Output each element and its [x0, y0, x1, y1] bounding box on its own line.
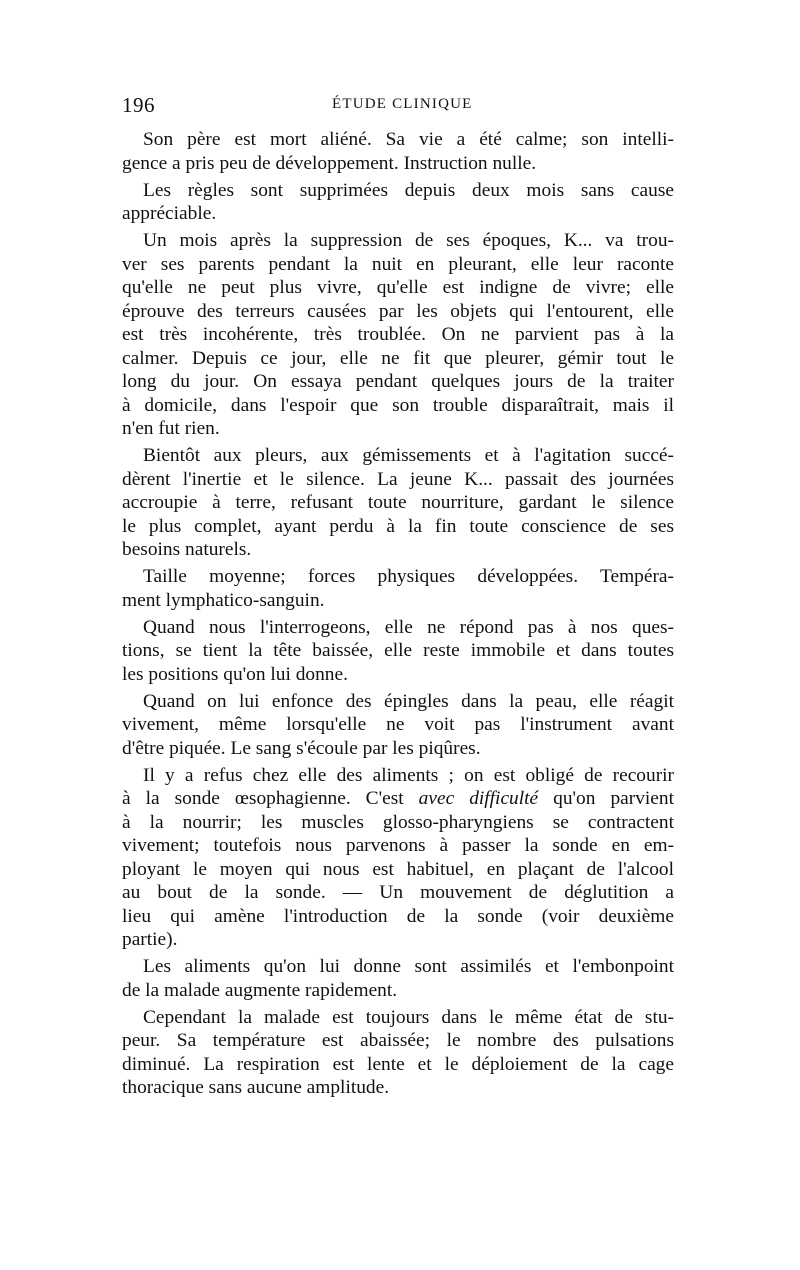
paragraph: [122, 444, 674, 562]
text-line: est très incohérente, très troublée. On ne parvient pas à la: [122, 324, 674, 345]
text-line: appréciable.: [122, 203, 217, 224]
paragraph: [122, 229, 674, 441]
paragraph: [122, 179, 674, 226]
paragraph: [122, 764, 674, 952]
text-line: à domicile, dans l'espoir que son trouble disparaîtrait, mais il: [122, 394, 674, 416]
text-line: d'être piquée. Le sang s'écoule par les piqûres.: [122, 737, 481, 759]
text-line: de la malade augmente rapidement.: [122, 979, 398, 1001]
italic-emphasis: avec difficulté: [418, 788, 539, 809]
text-line: dèrent l'inertie et le silence. La jeune K... passait des journées: [122, 468, 674, 490]
paragraph: [122, 1006, 674, 1100]
text-line: au bout de la sonde. — Un mouvement de déglutition a: [122, 882, 674, 903]
text-line: besoins naturels.: [122, 539, 252, 560]
body-text: [122, 128, 674, 1103]
text-line: accroupie à terre, refusant toute nourriture, gardant le silence: [122, 492, 674, 513]
text-line: à la nourrir; les muscles glosso-pharyngiens se contractent: [122, 811, 674, 833]
text-line: Cependant la malade est toujours dans le même état de stu-: [143, 1006, 674, 1028]
text-line: Bientôt aux pleurs, aux gémissements et à l'agitation succé-: [143, 445, 674, 466]
text-line: n'en fut rien.: [122, 418, 220, 439]
text-line: les positions qu'on lui donne.: [122, 663, 348, 685]
text-line: tions, se tient la tête baissée, elle reste immobile et dans toutes: [122, 640, 674, 661]
text-line: Quand nous l'interrogeons, elle ne répond pas à nos ques-: [143, 616, 674, 638]
text-line: le plus complet, ayant perdu à la fin toute conscience de ses: [122, 515, 674, 537]
text-line: éprouve des terreurs causées par les objets qui l'entourent, elle: [122, 300, 674, 322]
text-line: calmer. Depuis ce jour, elle ne fit que pleurer, gémir tout le: [122, 347, 674, 369]
paragraph: [122, 690, 674, 761]
text-line: ver ses parents pendant la nuit en pleurant, elle leur raconte: [122, 253, 674, 275]
text-line: gence a pris peu de développement. Instruction nulle.: [122, 152, 537, 174]
text-line: Quand on lui enfonce des épingles dans la peau, elle réagit: [143, 690, 674, 712]
page-header: [122, 93, 674, 117]
page-number: 196: [122, 93, 155, 117]
paragraph: [122, 955, 674, 1002]
text-line: vivement, même lorsqu'elle ne voit pas l'instrument avant: [122, 714, 674, 735]
text-line: lieu qui amène l'introduction de la sonde (voir deuxième: [122, 905, 674, 927]
text-line: ment lymphatico-sanguin.: [122, 589, 325, 611]
paragraph: [122, 128, 674, 175]
text-line: long du jour. On essaya pendant quelques jours de la traiter: [122, 371, 674, 392]
text-line: partie).: [122, 929, 178, 950]
text-line: peur. Sa température est abaissée; le nombre des pulsations: [122, 1030, 674, 1051]
text-line: Son père est mort aliéné. Sa vie a été calme; son intelli-: [143, 129, 674, 150]
text-line: diminué. La respiration est lente et le déploiement de la cage: [122, 1053, 674, 1075]
text-line: Il y a refus chez elle des aliments ; on est obligé de recourir: [143, 764, 674, 786]
text-line: Un mois après la suppression de ses époques, K... va trou-: [143, 230, 674, 251]
paragraph: [122, 565, 674, 612]
text-line: ployant le moyen qui nous est habituel, en plaçant de l'alcool: [122, 858, 674, 880]
text-line: Les aliments qu'on lui donne sont assimilés et l'embonpoint: [143, 956, 674, 977]
text-line: qu'elle ne peut plus vivre, qu'elle est indigne de vivre; elle: [122, 277, 674, 298]
text-line: thoracique sans aucune amplitude.: [122, 1077, 390, 1098]
text-line: à la sonde œsophagienne. C'est avec difficulté qu'on parvient: [122, 788, 674, 809]
text-line: vivement; toutefois nous parvenons à passer la sonde en em-: [122, 835, 674, 856]
text-line: Les règles sont supprimées depuis deux mois sans cause: [143, 179, 674, 201]
paragraph: [122, 616, 674, 687]
text-line: Taille moyenne; forces physiques développées. Tempéra-: [143, 566, 674, 587]
running-head: ÉTUDE CLINIQUE: [332, 96, 473, 112]
